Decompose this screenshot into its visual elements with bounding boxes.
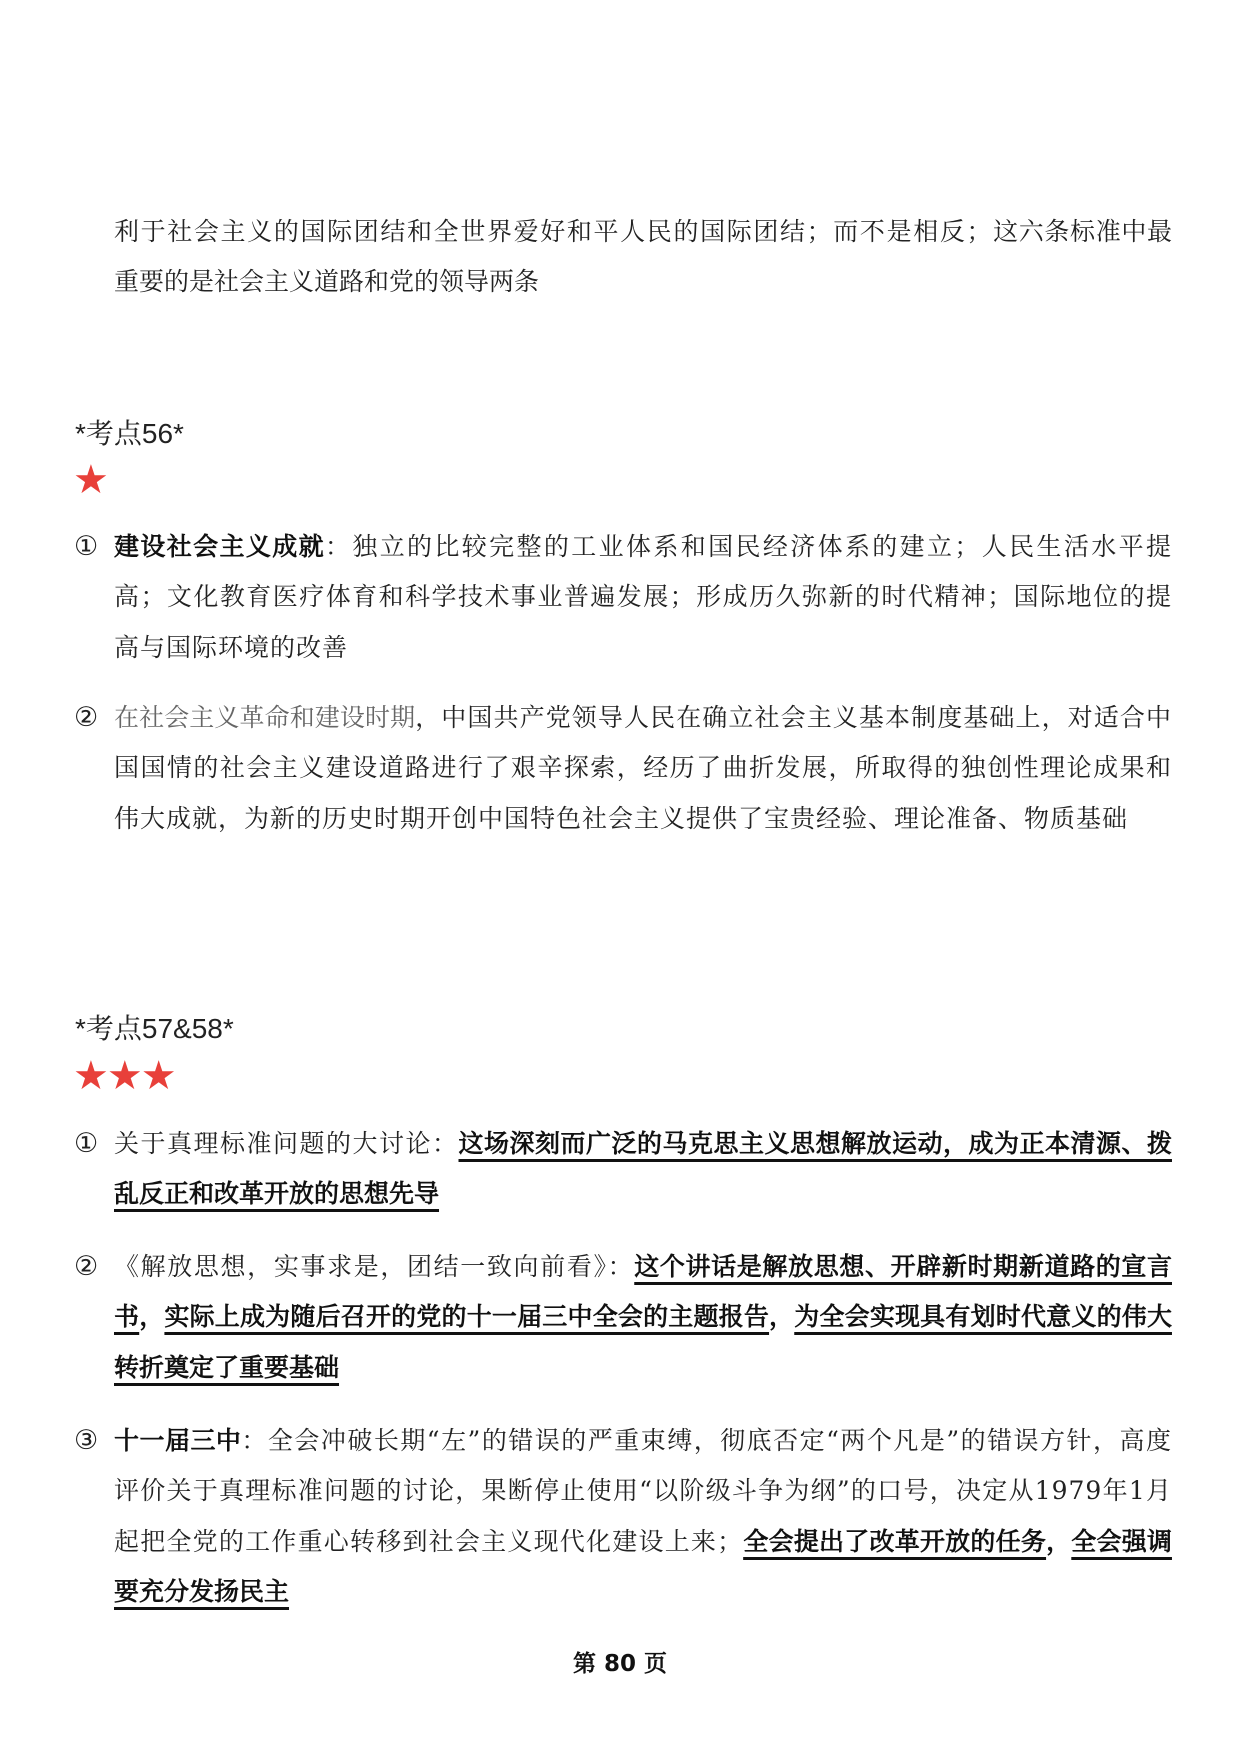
text-segment: 这六条标准中最重要的是社会主义道路和党的领导两条	[114, 218, 1172, 297]
item-number: ②	[74, 1251, 99, 1282]
list-item	[74, 1119, 1172, 1220]
item-number: ①	[74, 531, 99, 562]
underlined-key-phrase: 这场深刻而广泛的马克思主义思想解放运动，成为正本清源、拨乱反正和改革开放的思想先导	[114, 1129, 1172, 1209]
intro-paragraph	[114, 207, 1172, 308]
star-rating-icon: ★	[73, 457, 107, 503]
underlined-key-phrase: 全会强调要充分发扬民主	[114, 1526, 1172, 1606]
list-item	[74, 522, 1172, 673]
text-segment: 关于真理标准问题的大讨论：	[114, 1129, 459, 1158]
underlined-key-phrase: 这个讲话是解放思想、开辟新时期新道路的宣言书	[114, 1252, 1172, 1332]
list-item	[74, 1416, 1172, 1617]
text-segment: ：全会冲破长期“左”的错误的严重束缚，彻底否定“两个凡是”的错误方针，高度评价关于真理标准问题的讨论，果断停止使用“以阶级斗争为纲”的口号，决定从1979年1月起把全党的工作重心转移到社会主义现代化建设上来；	[114, 1426, 1172, 1556]
list-item	[74, 1242, 1172, 1393]
bold-term: ，	[1046, 1526, 1072, 1556]
text-segment: 在社会主义革命和建设时期	[114, 704, 416, 732]
list-item	[74, 693, 1172, 844]
text-segment: ：独立的比较完整的工业体系和国民经济体系的建立；人民生活水平提高；文化教育医疗体育和科学技术事业普遍发展；形成历久弥新的时代精神；国际地位的提高与国际环境的改善	[114, 532, 1172, 662]
underlined-key-phrase: 为全会实现具有划时代意义的伟大转折奠定了重要基础	[114, 1302, 1172, 1382]
underlined-key-phrase: 实际上成为随后召开的党的十一届三中全会的主题报告	[164, 1302, 770, 1332]
bold-term: 十一届三中	[114, 1426, 242, 1455]
text-segment: 《解放思想，实事求是，团结一致向前看》：	[114, 1252, 635, 1281]
bold-term: 建设社会主义成就	[114, 532, 325, 561]
star-rating-icon: ★★★	[73, 1053, 175, 1099]
underlined-key-phrase: 全会提出了改革开放的任务	[743, 1526, 1047, 1556]
text-segment: ，中国共产党领导人民在确立社会主义基本制度基础上，对适合中国国情的社会主义建设道路进行了艰辛探索，经历了曲折发展，所取得的独创性理论成果和伟大成就，为新的历史时期开创中国特色社会主义提供了宝贵经验、理论准备、物质基础	[114, 703, 1172, 833]
item-number: ②	[74, 702, 99, 733]
item-number: ①	[74, 1128, 99, 1159]
section-heading-56: *考点56*	[75, 418, 184, 449]
text-segment: 利于社会主义的国际团结和全世界爱好和平人民的国际团结；而不是相反；	[114, 217, 993, 246]
item-number: ③	[74, 1425, 99, 1456]
section-heading-57-58: *考点57&58*	[75, 1013, 234, 1044]
bold-term: ，	[769, 1302, 795, 1332]
bold-term: ，	[139, 1302, 165, 1332]
page-number: 第 80 页	[572, 1651, 668, 1677]
